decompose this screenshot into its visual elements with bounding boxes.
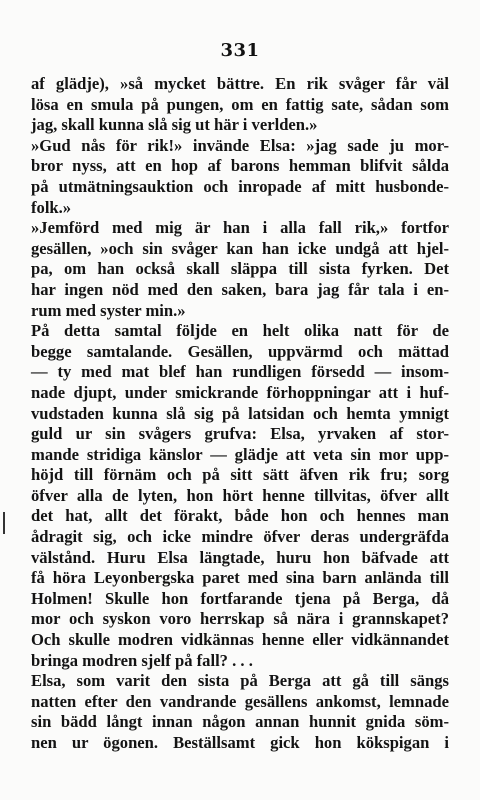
- text-line: Elsa, som varit den sista på Berga att gå till sängs: [31, 671, 449, 691]
- text-line: — ty med mat blef han rundligen försedd — insom-: [31, 362, 449, 382]
- body-text: [31, 74, 449, 754]
- text-line: »Jemförd med mig är han i alla fall rik,» fortfor: [31, 218, 449, 238]
- text-line: Och skulle modren vidkännas henne eller vidkännandet: [31, 630, 449, 650]
- text-line: pa, om han också skall släppa till sista fyrken. Det: [31, 259, 449, 279]
- text-line: vudstaden kunna slå sig på latsidan och hemta ymnigt: [31, 403, 449, 423]
- text-line: På detta samtal följde en helt olika natt för de: [31, 321, 449, 341]
- text-line: jag, skall kunna slå sig ut här i verlden.»: [31, 115, 318, 135]
- text-line: ådragit sig, och icke mindre öfver deras undergräfda: [31, 527, 449, 547]
- margin-mark: [3, 512, 5, 534]
- text-line: på utmätningsauktion och inropade af mitt husbonde-: [31, 176, 449, 196]
- text-line: gesällen, »och sin svåger kan han icke undgå att hjel-: [31, 238, 449, 258]
- text-line: mande stridiga känslor — glädje att veta sin mor upp-: [31, 444, 449, 464]
- text-line: välstånd. Huru Elsa längtade, huru hon bäfvade att: [31, 547, 449, 567]
- text-line: det hat, allt det förakt, både hon och hennes man: [31, 506, 449, 526]
- text-line: begge samtalande. Gesällen, uppvärmd och mättad: [31, 341, 449, 361]
- text-line: natten efter den vandrande gesällens ankomst, lemnade: [31, 691, 449, 711]
- text-line: folk.»: [31, 197, 72, 217]
- text-line: mor och syskon voro herrskap så nära i grannskapet?: [31, 609, 449, 629]
- text-line: få höra Leyonbergska paret med sina barn anlända till: [31, 568, 449, 588]
- text-line: höjd till förnäm och på sitt sätt äfven rik fru; sorg: [31, 465, 449, 485]
- text-line: nade djupt, under smickrande förhoppningar att i huf-: [31, 382, 449, 402]
- text-line: öfver alla de lyten, hon hört henne tillvitas, öfver allt: [31, 485, 449, 505]
- text-line: rum med syster min.»: [31, 300, 186, 320]
- text-line: sin bädd långt innan någon annan hunnit gnida söm-: [31, 712, 449, 732]
- text-line: bror nyss, att en hop af barons hemman blifvit sålda: [31, 156, 449, 176]
- text-line: guld ur sin svågers grufva: Elsa, yrvaken af stor-: [31, 424, 449, 444]
- text-line: af glädje), »så mycket bättre. En rik svåger får väl: [31, 74, 449, 93]
- page-number: 331: [220, 40, 260, 61]
- text-line: bringa modren sjelf på fall? . . .: [31, 650, 253, 670]
- text-line: lösa en smula på pungen, om en fattig sate, sådan som: [31, 94, 449, 114]
- text-line: har ingen nöd med den saken, bara jag får tala i en-: [31, 279, 449, 299]
- text-line: Holmen! Skulle hon fortfarande tjena på Berga, då: [31, 588, 449, 608]
- text-line: »Gud nås för rik!» invände Elsa: »jag sade ju mor-: [31, 135, 449, 155]
- text-line: nen ur ögonen. Beställsamt gick hon kökspigan i: [31, 733, 449, 752]
